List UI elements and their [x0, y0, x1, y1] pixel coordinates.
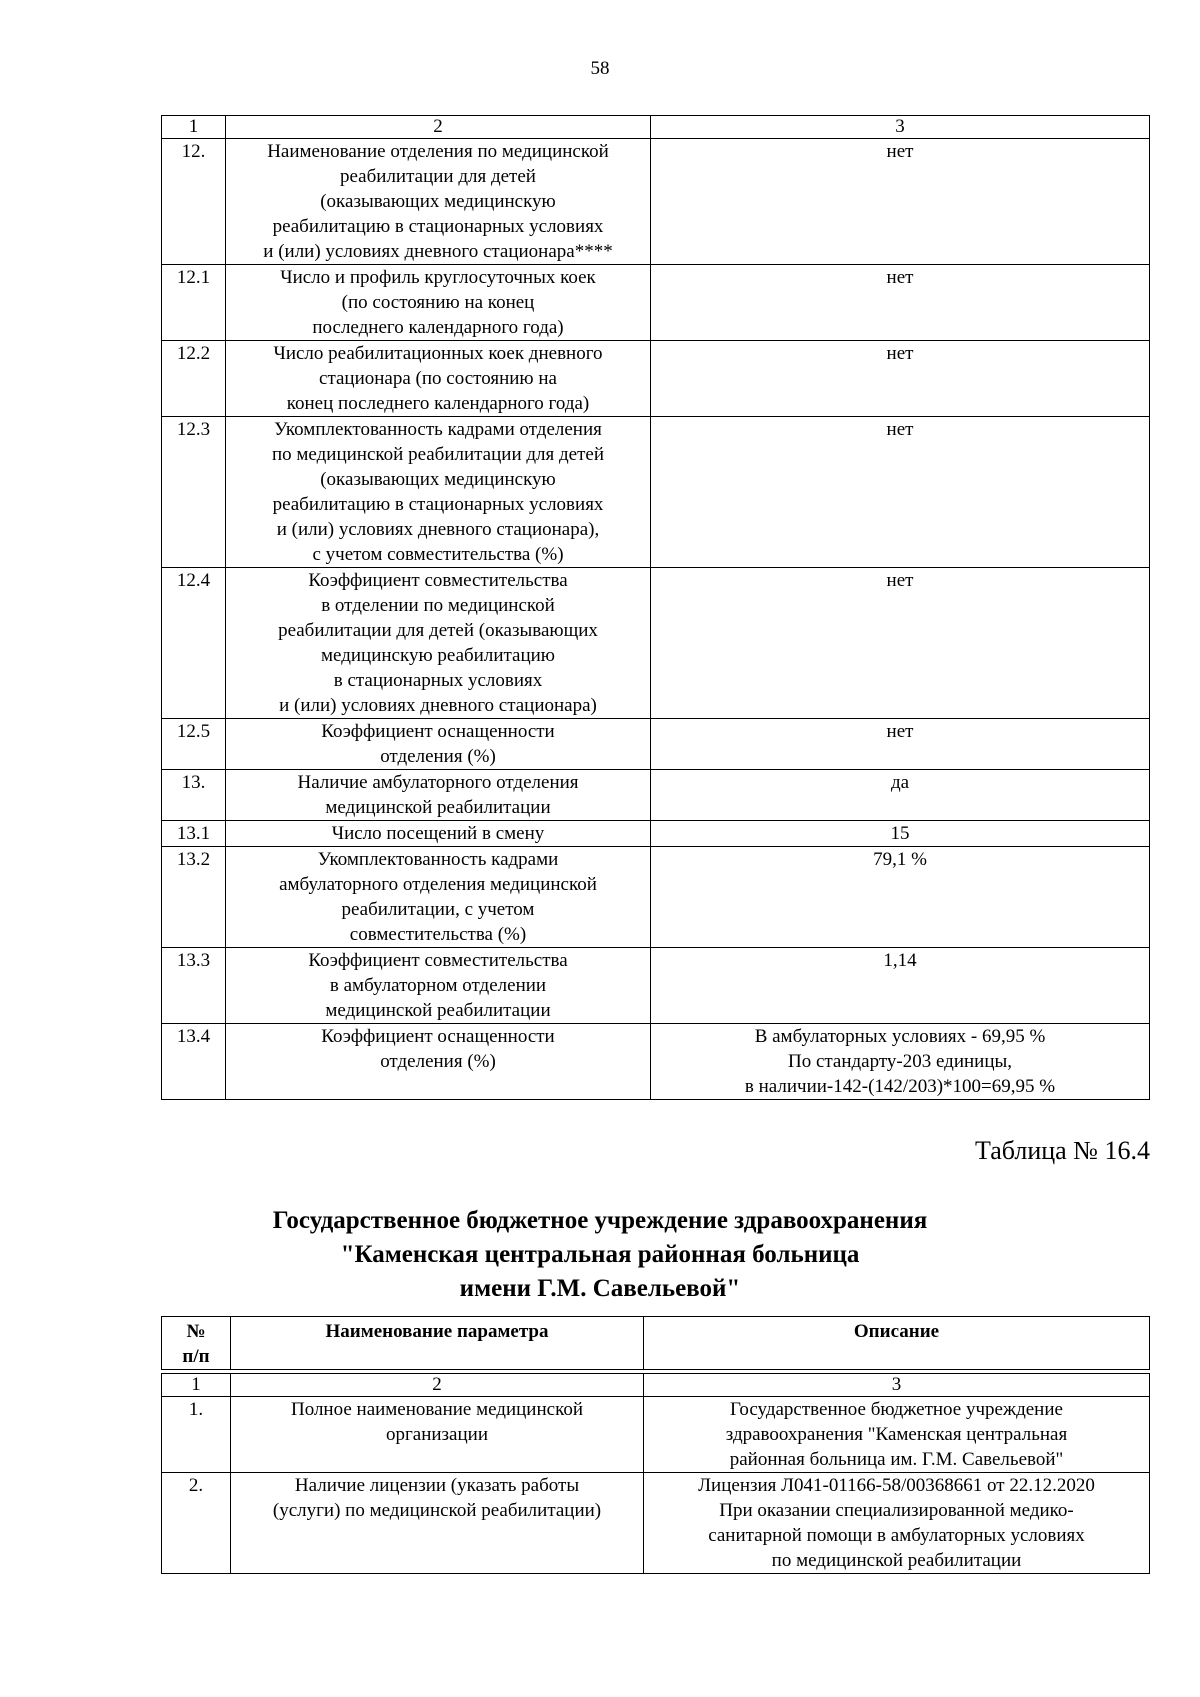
- header-parameter: Наименование параметра: [231, 1317, 644, 1370]
- parameter-value-line: В амбулаторных условиях - 69,95 %: [754, 1026, 1046, 1047]
- parameter-value-line: нет: [886, 419, 914, 440]
- table-row: [162, 341, 1150, 417]
- parameter-value: [651, 341, 1150, 417]
- parameter-name: [226, 417, 651, 568]
- parameter-name-line: по медицинской реабилитации для детей: [271, 444, 605, 465]
- parameter-name-line: Наличие амбулаторного отделения: [297, 772, 579, 793]
- header-number: [162, 1317, 231, 1370]
- parameter-name-line: организации: [385, 1424, 488, 1445]
- table-column-numbers: [162, 1374, 1150, 1397]
- organization-title: [0, 1204, 1200, 1306]
- header-number-line: п/п: [182, 1346, 210, 1367]
- rehabilitation-table: [161, 115, 1150, 1100]
- row-number: 12.5: [162, 719, 226, 770]
- parameter-name-line: реабилитацию в стационарных условиях: [272, 494, 604, 515]
- parameter-value: [651, 568, 1150, 719]
- parameter-name-line: Число и профиль круглосуточных коек: [280, 267, 596, 288]
- parameter-value: [651, 847, 1150, 948]
- table-row: [162, 265, 1150, 341]
- parameter-name: [226, 770, 651, 821]
- parameter-name: [226, 821, 651, 847]
- parameter-name-line: (по состоянию на конец: [341, 292, 535, 313]
- organization-title-line: Государственное бюджетное учреждение здравоохранения: [272, 1207, 928, 1234]
- parameter-name-line: Число посещений в смену: [331, 823, 545, 844]
- parameter-name-line: медицинскую реабилитацию: [321, 645, 555, 666]
- parameter-name: [226, 139, 651, 265]
- parameter-name-line: конец последнего календарного года): [286, 393, 590, 414]
- parameter-name-line: стационара (по состоянию на: [319, 368, 557, 389]
- parameter-name-line: реабилитацию в стационарных условиях: [272, 216, 604, 237]
- column-number: 2: [226, 116, 651, 139]
- row-number: 12.3: [162, 417, 226, 568]
- table-row: [162, 1473, 1150, 1574]
- table-caption: Таблица № 16.4: [974, 1136, 1150, 1165]
- column-number: 3: [651, 116, 1150, 139]
- parameter-name-line: (оказывающих медицинскую: [320, 469, 556, 490]
- parameter-value: [651, 417, 1150, 568]
- parameter-name-line: Коэффициент совместительства: [308, 950, 568, 971]
- parameter-name-line: с учетом совместительства (%): [312, 544, 564, 565]
- parameter-value-line: санитарной помощи в амбулаторных условиях: [708, 1525, 1085, 1546]
- row-number: 1.: [162, 1397, 231, 1473]
- row-number: 12.2: [162, 341, 226, 417]
- parameter-name-line: Укомплектованность кадрами отделения: [274, 419, 602, 440]
- parameter-name-line: в отделении по медицинской: [321, 595, 555, 616]
- parameter-name-line: отделения (%): [380, 746, 496, 767]
- parameter-name-line: Укомплектованность кадрами: [317, 849, 559, 870]
- parameter-name-line: совместительства (%): [349, 924, 527, 945]
- table-row: [162, 417, 1150, 568]
- parameter-value-line: При оказании специализированной медико-: [719, 1500, 1074, 1521]
- parameter-name-line: реабилитации, с учетом: [341, 899, 535, 920]
- parameter-name-line: в стационарных условиях: [333, 670, 543, 691]
- row-number: 12.1: [162, 265, 226, 341]
- parameter-value: [651, 1024, 1150, 1100]
- parameter-value-line: 79,1 %: [873, 849, 927, 870]
- parameter-name-line: и (или) условиях дневного стационара): [279, 695, 597, 716]
- parameter-name-line: реабилитации для детей: [340, 166, 536, 187]
- parameter-name-line: последнего календарного года): [312, 317, 564, 338]
- parameter-name: [226, 1024, 651, 1100]
- row-number: 12.: [162, 139, 226, 265]
- parameter-value-line: 1,14: [883, 950, 917, 971]
- row-number: 12.4: [162, 568, 226, 719]
- parameter-name-line: амбулаторного отделения медицинской: [279, 874, 597, 895]
- parameter-value-line: нет: [886, 343, 914, 364]
- table-row: [162, 847, 1150, 948]
- header-number-line: №: [186, 1321, 206, 1342]
- organization-title-line: "Каменская центральная районная больница: [340, 1241, 860, 1268]
- parameter-name: [226, 265, 651, 341]
- parameter-value-line: по медицинской реабилитации: [771, 1550, 1022, 1571]
- parameter-name-line: Коэффициент совместительства: [308, 570, 568, 591]
- row-number: 13.3: [162, 948, 226, 1024]
- organization-table: [161, 1373, 1150, 1574]
- parameter-name-line: и (или) условиях дневного стационара****: [263, 241, 613, 262]
- parameter-name-line: Полное наименование медицинской: [290, 1399, 583, 1420]
- parameter-name-line: отделения (%): [380, 1051, 496, 1072]
- row-number: 13.1: [162, 821, 226, 847]
- table-column-numbers: [162, 116, 1150, 139]
- parameter-name: [226, 948, 651, 1024]
- parameter-name-line: медицинской реабилитации: [325, 797, 551, 818]
- parameter-value-line: да: [890, 772, 910, 793]
- parameter-value: [651, 265, 1150, 341]
- parameter-value-line: в наличии-142-(142/203)*100=69,95 %: [744, 1076, 1056, 1097]
- parameter-value: [651, 139, 1150, 265]
- table-row: [162, 1397, 1150, 1473]
- parameter-name-line: (оказывающих медицинскую: [320, 191, 556, 212]
- parameter-name-line: Число реабилитационных коек дневного: [273, 343, 603, 364]
- parameter-value: [651, 770, 1150, 821]
- parameter-value-line: нет: [886, 141, 914, 162]
- parameter-name-line: медицинской реабилитации: [325, 1000, 551, 1021]
- parameter-value: [644, 1473, 1150, 1574]
- parameter-name-line: Наличие лицензии (указать работы: [294, 1475, 580, 1496]
- table-row: [162, 821, 1150, 847]
- parameter-name-line: реабилитации для детей (оказывающих: [278, 620, 598, 641]
- parameter-value-line: районная больница им. Г.М. Савельевой": [729, 1449, 1064, 1470]
- parameter-value-line: нет: [886, 267, 914, 288]
- parameter-name-line: Наименование отделения по медицинской: [267, 141, 609, 162]
- parameter-value-line: Государственное бюджетное учреждение: [730, 1399, 1063, 1420]
- page-number: 58: [590, 58, 610, 79]
- column-number: 1: [162, 1374, 231, 1397]
- row-number: 2.: [162, 1473, 231, 1574]
- row-number: 13.: [162, 770, 226, 821]
- parameter-name: [226, 719, 651, 770]
- table-row: [162, 568, 1150, 719]
- parameter-name-line: Коэффициент оснащенности: [321, 721, 555, 742]
- parameter-value-line: По стандарту-203 единицы,: [787, 1051, 1013, 1072]
- parameter-name-line: (услуги) по медицинской реабилитации): [272, 1500, 602, 1521]
- row-number: 13.4: [162, 1024, 226, 1100]
- parameter-value-line: Лицензия Л041-01166-58/00368661 от 22.12.2020: [698, 1475, 1095, 1496]
- table-row: [162, 948, 1150, 1024]
- organization-title-line: имени Г.М. Савельевой": [459, 1275, 741, 1302]
- column-number: 2: [231, 1374, 644, 1397]
- parameter-name-line: Коэффициент оснащенности: [321, 1026, 555, 1047]
- parameter-name-line: в амбулаторном отделении: [329, 975, 547, 996]
- table-row: [162, 139, 1150, 265]
- table-row: [162, 719, 1150, 770]
- parameter-name: [231, 1397, 644, 1473]
- parameter-value: [651, 821, 1150, 847]
- parameter-name: [231, 1473, 644, 1574]
- parameter-name-line: и (или) условиях дневного стационара),: [276, 519, 600, 540]
- parameter-value-line: нет: [886, 721, 914, 742]
- parameter-value: [651, 948, 1150, 1024]
- column-number: 3: [644, 1374, 1150, 1397]
- parameter-value: [644, 1397, 1150, 1473]
- parameter-value-line: здравоохранения "Каменская центральная: [725, 1424, 1068, 1445]
- parameter-name: [226, 568, 651, 719]
- parameter-value: [651, 719, 1150, 770]
- parameter-value-line: 15: [890, 823, 910, 844]
- parameter-value-line: нет: [886, 570, 914, 591]
- row-number: 13.2: [162, 847, 226, 948]
- organization-table-header: [161, 1316, 1150, 1370]
- parameter-name: [226, 847, 651, 948]
- table-row: [162, 770, 1150, 821]
- table-row: [162, 1024, 1150, 1100]
- header-description: Описание: [644, 1317, 1150, 1370]
- parameter-name: [226, 341, 651, 417]
- column-number: 1: [162, 116, 226, 139]
